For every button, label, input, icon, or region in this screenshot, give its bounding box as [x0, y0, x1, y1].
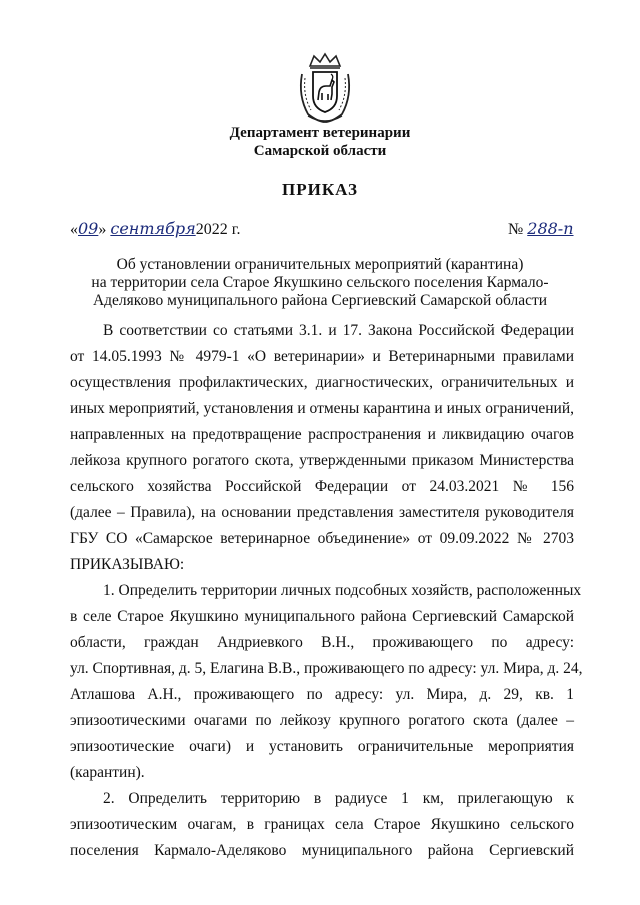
body-line: В соответствии со статьями 3.1. и 17. Закона Российской Федерации: [103, 322, 574, 339]
body-line: Атлашова А.Н., проживающего по адресу: ул. Мира, д. 29, кв. 1: [70, 686, 574, 703]
order-subject: [70, 256, 570, 310]
body-line: области, граждан Андриевкого В.Н., проживающего по адресу:: [70, 634, 574, 651]
body-line: осуществления профилактических, диагностических, ограничительных и: [70, 374, 574, 391]
date-year: 2022 г.: [195, 221, 241, 238]
body-line: сельского хозяйства Российской Федерации от 24.03.2021 № 156: [70, 478, 574, 495]
body-line: иных мероприятий, установления и отмены карантина и иных ограничений,: [70, 400, 574, 417]
body-line: ул. Спортивная, д. 5, Елагина В.В., проживающего по адресу: ул. Мира, д. 24,: [70, 660, 583, 677]
body-line: ПРИКАЗЫВАЮ:: [70, 556, 185, 573]
body-line: 2. Определить территорию в радиусе 1 км, прилегающую к: [103, 790, 574, 807]
order-date: [70, 219, 240, 239]
body-line: эпизоотическим очагам, в границах села Старое Якушкино сельского: [70, 816, 574, 833]
department-name-line2: Самарской области: [253, 143, 387, 159]
date-close-quote: »: [98, 221, 107, 238]
body-line: от 14.05.1993 № 4979-1 «О ветеринарии» и Ветеринарными правилами: [70, 348, 574, 365]
body-line: направленных на предотвращение распространения и ликвидацию очагов: [70, 426, 574, 443]
body-line: 1. Определить территории личных подсобных хозяйств, расположенных: [103, 582, 582, 599]
body-line: поселения Кармало-Аделяково муниципального района Сергиевский: [70, 842, 574, 859]
body-line: (карантин).: [70, 764, 145, 781]
document-title: ПРИКАЗ: [282, 180, 358, 199]
order-number: [508, 219, 574, 239]
date-day-handwritten: 09: [78, 219, 99, 238]
samara-oblast-coat-of-arms-icon: [296, 52, 354, 124]
body-line: эпизоотическими очагами по лейкозу крупного рогатого скота (далее –: [70, 712, 574, 729]
number-prefix: №: [508, 221, 524, 238]
body-line: (далее – Правила), на основании представления заместителя руководителя: [70, 504, 574, 521]
number-handwritten: 288-п: [527, 219, 574, 238]
subject-line: Об установлении ограничительных мероприятий (карантина): [116, 256, 524, 273]
subject-line: Аделяково муниципального района Сергиевский Самарской области: [92, 292, 548, 309]
date-month-handwritten: сентября: [110, 219, 196, 238]
date-open-quote: «: [70, 221, 78, 238]
subject-line: на территории села Старое Якушкино сельского поселения Кармало-: [91, 274, 549, 291]
body-line: в селе Старое Якушкино муниципального района Сергиевский Самарской: [70, 608, 574, 625]
body-line: эпизоотические очаги) и установить ограничительные мероприятия: [70, 738, 574, 755]
body-line: ГБУ СО «Самарское ветеринарное объединение» от 09.09.2022 № 2703: [70, 530, 574, 547]
body-line: лейкоза крупного рогатого скота, утвержденными приказом Министерства: [70, 452, 574, 469]
department-name-line1: Департамент ветеринарии: [229, 125, 411, 141]
